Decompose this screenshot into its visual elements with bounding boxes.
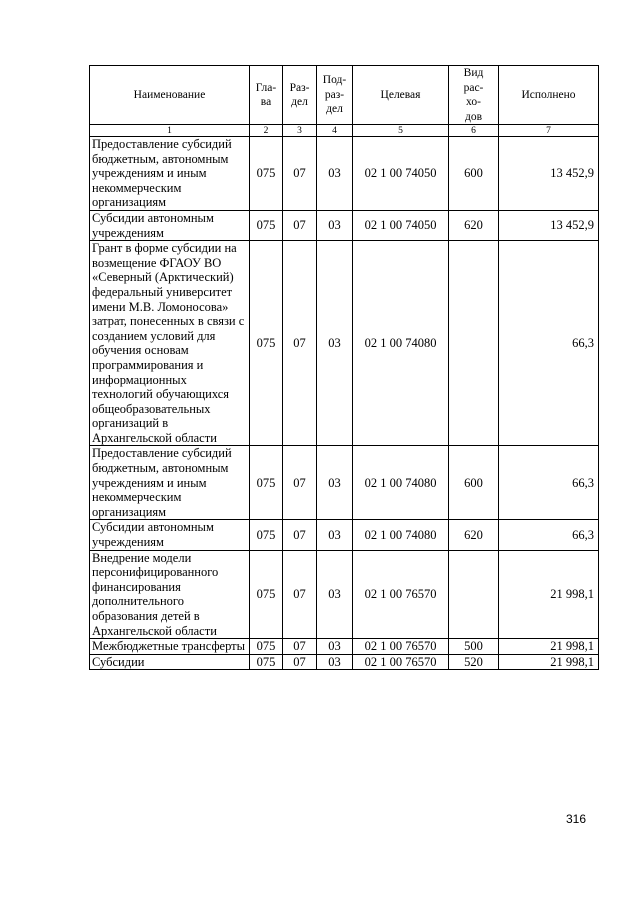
- row-chapter: 075: [250, 654, 283, 670]
- header-expense-type: Вид рас- хо- дов: [449, 66, 499, 125]
- row-chapter: 075: [250, 210, 283, 240]
- row-target: 02 1 00 76570: [353, 550, 449, 639]
- table-row: [90, 241, 599, 446]
- column-number: 2: [250, 125, 283, 137]
- row-section: 07: [283, 550, 317, 639]
- row-executed: 21 998,1: [499, 639, 599, 655]
- column-number: 6: [449, 125, 499, 137]
- row-expense-type: 500: [449, 639, 499, 655]
- row-section: 07: [283, 654, 317, 670]
- row-chapter: 075: [250, 520, 283, 550]
- row-name: Субсидии автономным учреждениям: [90, 210, 250, 240]
- table-row: [90, 210, 599, 240]
- row-name: Внедрение модели персонифицированного финансирования дополнительного образования детей в Архангельской области: [90, 550, 250, 639]
- row-subsection: 03: [317, 446, 353, 520]
- column-number: 3: [283, 125, 317, 137]
- row-expense-type: 600: [449, 137, 499, 211]
- header-executed: Исполнено: [499, 66, 599, 125]
- table-row: [90, 639, 599, 655]
- row-name: Субсидии: [90, 654, 250, 670]
- row-subsection: 03: [317, 550, 353, 639]
- row-target: 02 1 00 74080: [353, 241, 449, 446]
- header-chapter: Гла- ва: [250, 66, 283, 125]
- table-row: [90, 446, 599, 520]
- row-executed: 13 452,9: [499, 137, 599, 211]
- row-section: 07: [283, 137, 317, 211]
- header-name: Наименование: [90, 66, 250, 125]
- row-name: Грант в форме субсидии на возмещение ФГАОУ ВО «Северный (Арктический) федеральный университет имени М.В. Ломоносова» затрат, понесенных в связи с созданием условий для обучения основам программирования и информационных технологий обучающихся общеобразовательных организаций в Архангельской области: [90, 241, 250, 446]
- row-chapter: 075: [250, 241, 283, 446]
- column-number: 4: [317, 125, 353, 137]
- row-subsection: 03: [317, 654, 353, 670]
- row-executed: 66,3: [499, 446, 599, 520]
- row-chapter: 075: [250, 550, 283, 639]
- row-expense-type: [449, 241, 499, 446]
- row-section: 07: [283, 446, 317, 520]
- row-subsection: 03: [317, 639, 353, 655]
- row-section: 07: [283, 639, 317, 655]
- header-subsection: Под- раз- дел: [317, 66, 353, 125]
- table-row: [90, 654, 599, 670]
- row-target: 02 1 00 76570: [353, 639, 449, 655]
- header-section: Раз- дел: [283, 66, 317, 125]
- row-name: Предоставление субсидий бюджетным, автономным учреждениям и иным некоммерческим организациям: [90, 446, 250, 520]
- row-chapter: 075: [250, 137, 283, 211]
- column-number: 1: [90, 125, 250, 137]
- row-chapter: 075: [250, 446, 283, 520]
- row-target: 02 1 00 74050: [353, 137, 449, 211]
- row-expense-type: 600: [449, 446, 499, 520]
- row-executed: 21 998,1: [499, 654, 599, 670]
- row-executed: 66,3: [499, 241, 599, 446]
- row-chapter: 075: [250, 639, 283, 655]
- row-expense-type: 520: [449, 654, 499, 670]
- row-subsection: 03: [317, 241, 353, 446]
- row-name: Субсидии автономным учреждениям: [90, 520, 250, 550]
- row-expense-type: 620: [449, 520, 499, 550]
- row-target: 02 1 00 74050: [353, 210, 449, 240]
- table-row: [90, 550, 599, 639]
- row-name: Предоставление субсидий бюджетным, автономным учреждениям и иным некоммерческим организациям: [90, 137, 250, 211]
- row-section: 07: [283, 241, 317, 446]
- row-executed: 66,3: [499, 520, 599, 550]
- row-target: 02 1 00 74080: [353, 446, 449, 520]
- table-row: [90, 137, 599, 211]
- column-number: 7: [499, 125, 599, 137]
- row-target: 02 1 00 76570: [353, 654, 449, 670]
- row-section: 07: [283, 210, 317, 240]
- column-number: 5: [353, 125, 449, 137]
- page-number: 316: [566, 812, 587, 826]
- header-target: Целевая: [353, 66, 449, 125]
- header-row: [90, 66, 599, 125]
- row-name: Межбюджетные трансферты: [90, 639, 250, 655]
- row-section: 07: [283, 520, 317, 550]
- row-executed: 21 998,1: [499, 550, 599, 639]
- budget-execution-table: [89, 65, 599, 670]
- row-expense-type: 620: [449, 210, 499, 240]
- column-numbers-row: [90, 125, 599, 137]
- row-expense-type: [449, 550, 499, 639]
- row-target: 02 1 00 74080: [353, 520, 449, 550]
- row-executed: 13 452,9: [499, 210, 599, 240]
- table-row: [90, 520, 599, 550]
- row-subsection: 03: [317, 210, 353, 240]
- row-subsection: 03: [317, 520, 353, 550]
- row-subsection: 03: [317, 137, 353, 211]
